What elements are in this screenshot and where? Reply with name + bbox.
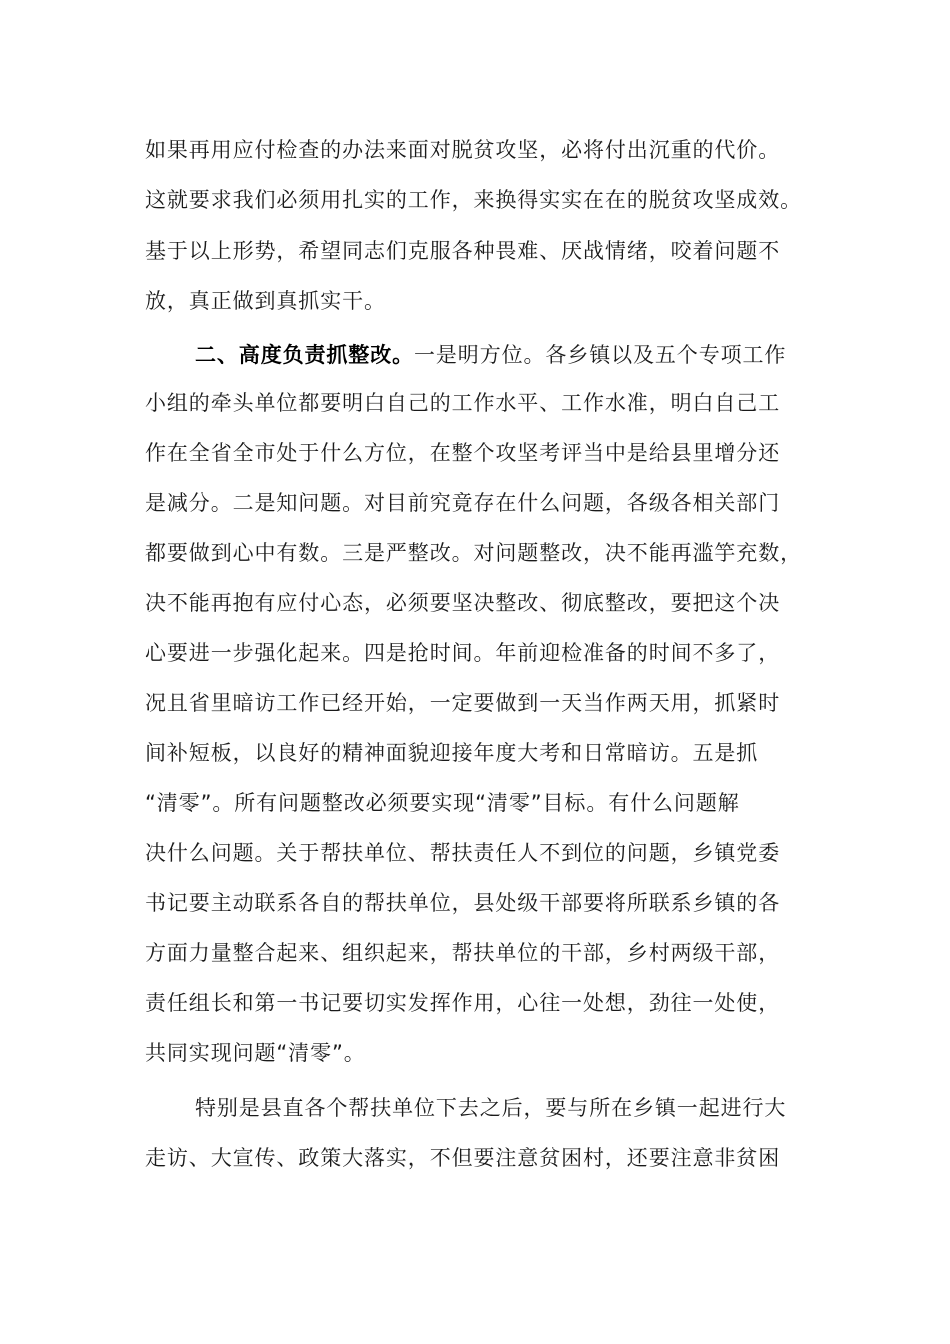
paragraph-line: 间补短板，以良好的精神面貌迎接年度大考和日常暗访。五是抓 [145, 741, 759, 765]
paragraph-line: 决什么问题。关于帮扶单位、帮扶责任人不到位的问题，乡镇党委 [145, 841, 781, 865]
paragraph-line: 心要进一步强化起来。四是抢时间。年前迎检准备的时间不多了， [145, 641, 781, 665]
paragraph-line: 书记要主动联系各自的帮扶单位，县处级干部要将所联系乡镇的各 [145, 891, 781, 915]
paragraph-line: 小组的牵头单位都要明白自己的工作水平、工作水准，明白自己工 [145, 391, 781, 415]
paragraph-line: 责任组长和第一书记要切实发挥作用，心往一处想，劲往一处使， [145, 991, 781, 1015]
paragraph-line: 作在全省全市处于什么方位，在整个攻坚考评当中是给县里增分还 [145, 441, 781, 465]
paragraph-line: 走访、大宣传、政策大落实，不但要注意贫困村，还要注意非贫困 [145, 1146, 781, 1170]
paragraph-line: 共同实现问题“清零”。 [145, 1041, 366, 1065]
paragraph-line: 决不能再抱有应付心态，必须要坚决整改、彻底整改，要把这个决 [145, 591, 781, 615]
section-first-line [195, 340, 786, 370]
paragraph-line: 况且省里暗访工作已经开始，一定要做到一天当作两天用，抓紧时 [145, 691, 781, 715]
paragraph-line: 如果再用应付检查的办法来面对脱贫攻坚，必将付出沉重的代价。 [145, 138, 781, 162]
section-text: 一是明方位。各乡镇以及五个专项工作 [414, 343, 787, 367]
section-heading: 二、高度负责抓整改。 [195, 343, 414, 367]
paragraph-line: 是减分。二是知问题。对目前究竟存在什么问题，各级各相关部门 [145, 491, 781, 515]
paragraph-line: 特别是县直各个帮扶单位下去之后，要与所在乡镇一起进行大 [195, 1096, 787, 1120]
paragraph-line: 放，真正做到真抓实干。 [145, 289, 386, 313]
paragraph-line: 基于以上形势，希望同志们克服各种畏难、厌战情绪，咬着问题不 [145, 239, 781, 263]
paragraph-line: “清零”。所有问题整改必须要实现“清零”目标。有什么问题解 [145, 791, 740, 815]
paragraph-line: 方面力量整合起来、组织起来，帮扶单位的干部，乡村两级干部， [145, 941, 781, 965]
paragraph-line: 都要做到心中有数。三是严整改。对问题整改，决不能再滥竽充数， [145, 541, 802, 565]
paragraph-line: 这就要求我们必须用扎实的工作，来换得实实在在的脱贫攻坚成效。 [145, 188, 802, 212]
